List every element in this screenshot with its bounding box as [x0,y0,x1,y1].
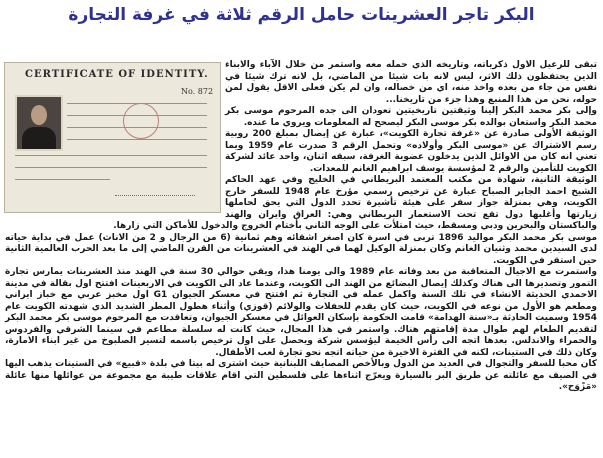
image-float-spacer [5,60,225,218]
paragraph-career: واستمرت مع الاجيال المتعاقبة من بعد وفاته عام 1989 والى يومنا هذا، ويقي حوالي 30 سنة في الهند منذ العشرينات يمارس تجارة التمور وتصديرها الى هناك وكذلك إيصال البضائع من الهند الى الكويت، وعندما عاد الى الكويت في الاربعينات افتتح اول بقالة في مدينة الاحمدي الحديثة الانشاء في تلك السنة واكمل عمله في التجارة ثم افتتح في معسكر الجيوان G1 اول مخبز عربي مع خباز ايراني ومطعم هو الأول من نوعه في الكويت، حيث كان يقدم للحفلات والولائم (قوزي) وأثناء هطول المطر الشديد الذي شهدته الكويت عام 1954 وسميت الحادثة بـ«سنة الهدامة» قامت الحكومة بإسكان العوائل في معسكر الجيوان، وتعاقدت مع المرحوم موسى بكر محمد البكر لتقديم الطعام لهم طوال مدة إقامتهم هناك. واستمر في هذا المجال، حيث كانت له سلسلة مطاعم في سينما الشرقي والفردوس والحمراء والاندلس. بعدها اتجه الى رأس الخيمة ليؤسس شركة ويحصل على اول ترخيص باسمه لتسير الصلبوخ من غير ابناء الامارة، وكان ذلك في الستينات، لكنه في الفترة الاخيرة من حياته اتجه نحو تجارة لعب الأطفال. [5,267,597,358]
article-title: البكر تاجر العشرينات حامل الرقم ثلاثة في غرفة التجارة [68,5,535,25]
certificate-heading: CERTIFICATE OF IDENTITY. [25,69,209,80]
paragraph-first-document: الوثيقة الأولى صادرة عن «غرفة تجارة الكويت»، عبارة عن إيصال بمبلغ 200 روبية رسم الاشتراك عن «موسى البكر وأولاده» وتحمل الرقم 3 صدرت عام 1959 ويما تعني انه كان من الاوائل الذين يدخلون عضوية الغرفة، سبقه اثنان، واحد عائد لشركة الكويت للتأمين والرقم 2 لمؤسسة يوسف ابراهيم الغانم للمعدات. [225,129,598,174]
paragraph-travel: كان محبا للسفر والتجوال في العديد من الدول وبالأخص المصايف اللبنانية حيث اشترى له بيتا في بلدة «قبيع» في الستينات يذهب اليها في الصيف مع عائلته عن طريق البر بالسيارة ويعرّج اثناءها على فلسطين التي اقام علاقات طيبة مع مجموعة من عوائلها منها عائلة «مَزْوَح». [5,359,597,392]
article-body [5,60,597,456]
paragraph-intro: تبقى للرعيل الاول ذكرياته، وتاريخه الذي حمله معه واستمر من خلال الآباء والابناء الذين يحتفظون ذلك الاثر، ليس لانه بات شيئا من الماضي، بل لانه ترك شيئا في نفس من جاء من بعده واخذ منه، اي من خصاله، وان لم يكن فعلى الاقل يقول لمن حوله، نحن من هذا المنبع وهذا جزء من تاريخنا... [225,60,597,105]
paragraph-second-document: الوثيقة الثانية، شهادة من مكتب المعتمد البريطاني في الخليج وفي عهد الحاكم الشيخ احمد الجابر الصباح عبارة عن ترخيص رسمي مؤرخ عام 1948 للسفر خارج الكويت، وهي بمنزلة جواز سفر على هيئة تأشيرة تحدد الدول التي يحق لحاملها زيارتها وأغلبها دول تقع تحت الاستعمار البريطاني وهي: العراق وايران والهند والباكستان والبحرين ودبي ومسقط، حيث امتلأت على الوجه الثاني بأختام الخروج والدخول للأماكن التي زارها. [113,175,597,231]
paragraph-biography: موسى بكر محمد البكر مواليد 1896 تربى في اسرة كان اصغر اشقائه وهم ثمانية (6 من الرجال و 2 من الاناث) عمل في بداية حياته لدى السيدين محمد وثنيان الغانم وكان بمنزلة الوكيل لهما في الهند في العشرينات من القرن الماضي إلى ما بعد الحرب العالمية الثانية حين استقر في الكويت. [5,232,598,266]
paragraph-documents: وإلى بكر محمد البكر إلينا وثيقتين تاريخيتين تعودان الى جده المرحوم موسى بكر محمد البكر واستعان بوالده بكر موسى البكر ليصحح له المعلومات ويروي ما عنده. [225,106,597,128]
certificate-number: No. 872 [181,87,214,96]
